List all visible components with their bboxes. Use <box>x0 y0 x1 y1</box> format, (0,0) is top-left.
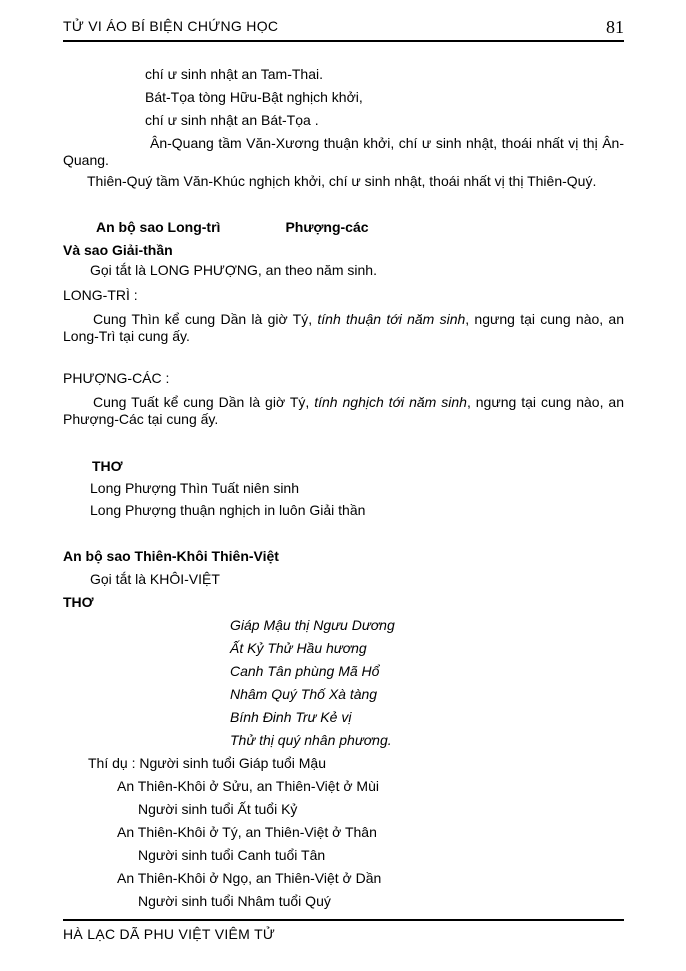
verse-line: Bát-Tọa tòng Hữu-Bật nghịch khởi, <box>145 89 363 105</box>
opening-verse-block <box>145 66 624 129</box>
page-footer <box>63 919 624 942</box>
rule-text: , ngưng tại cung nào, an Long-Trì tại cung ấy. <box>63 311 624 344</box>
page-number: 81 <box>606 17 624 37</box>
heading-line: Và sao Giải-thần <box>63 242 173 258</box>
tho-label-long-phuong: THƠ <box>92 458 123 474</box>
tho-line: Long Phượng Thìn Tuất niên sinh <box>90 480 299 496</box>
rule-italic-text: tính thuận tới năm sinh <box>317 311 466 327</box>
rule-text: Cung Thìn kể cung Dần là giờ Tý, <box>93 311 318 327</box>
phuong-cac-rule-paragraph <box>63 394 624 427</box>
long-phuong-summary: Gọi tắt là LONG PHƯỢNG, an theo năm sinh. <box>90 262 377 278</box>
tho-line: Thử thị quý nhân phương. <box>230 732 392 748</box>
tho-long-phuong-block <box>90 480 624 519</box>
tho-line: Giáp Mậu thị Ngưu Dương <box>230 617 395 633</box>
example-line: An Thiên-Khôi ở Ngọ, an Thiên-Việt ở Dần <box>117 870 382 886</box>
footer-text: HÀ LẠC DÃ PHU VIỆT VIÊM TỬ <box>63 926 276 942</box>
example-intro-line: Thí dụ : Người sinh tuổi Giáp tuổi Mậu <box>88 755 326 771</box>
tho-line: Ất Kỷ Thử Hầu hương <box>230 640 367 656</box>
example-line: An Thiên-Khôi ở Tý, an Thiên-Việt ở Thân <box>117 824 377 840</box>
examples-block <box>63 755 624 910</box>
tho-label-khoi-viet: THƠ <box>63 594 94 610</box>
paragraph-thien-quy: Thiên-Quý tầm Văn-Khúc nghịch khởi, chí ư sinh nhật, thoái nhất vị thị Thiên-Quý. <box>87 173 597 189</box>
tho-khoi-viet-block <box>230 617 624 749</box>
rule-text: Cung Tuất kể cung Dần là giờ Tý, <box>93 394 315 410</box>
rule-italic-text: tính nghịch tới năm sinh <box>314 394 467 410</box>
paragraph-an-quang: Ân-Quang tầm Văn-Xương thuận khởi, chí ư sinh nhật, thoái nhất vị thị Ân-Quang. <box>63 135 624 168</box>
verse-line: chí ư sinh nhật an Tam-Thai. <box>145 66 323 82</box>
running-header-title: TỬ VI ÁO BÍ BIỆN CHỨNG HỌC <box>63 18 279 34</box>
section-heading-long-phuong <box>63 219 624 259</box>
tho-line: Canh Tân phùng Mã Hổ <box>230 663 380 679</box>
phuong-cac-label: PHƯỢNG-CÁC : <box>63 370 170 386</box>
long-tri-rule-paragraph <box>63 311 624 344</box>
tho-line: Bính Đinh Trư Kẻ vị <box>230 709 352 725</box>
tho-line: Long Phượng thuận nghịch in luôn Giải thần <box>90 502 366 518</box>
section-heading-khoi-viet: An bộ sao Thiên-Khôi Thiên-Việt <box>63 548 279 564</box>
example-line: An Thiên-Khôi ở Sửu, an Thiên-Việt ở Mùi <box>117 778 379 794</box>
heading-line <box>96 219 624 236</box>
heading-part-long-tri: An bộ sao Long-trì <box>96 219 221 235</box>
page-body <box>63 66 624 910</box>
heading-part-phuong-cac: Phượng-các <box>285 219 369 235</box>
rule-text: , ngưng tại cung nào, an Phượng-Các tại cung ấy. <box>63 394 624 427</box>
khoi-viet-summary: Gọi tắt là KHÔI-VIỆT <box>90 571 220 587</box>
example-line: Người sinh tuổi Ất tuổi Kỷ <box>138 801 298 817</box>
example-line: Người sinh tuổi Canh tuổi Tân <box>138 847 326 863</box>
tho-line: Nhâm Quý Thố Xà tàng <box>230 686 378 702</box>
verse-line: chí ư sinh nhật an Bát-Tọa . <box>145 112 319 128</box>
long-tri-label: LONG-TRÌ : <box>63 287 138 303</box>
page-header <box>63 16 624 42</box>
example-line: Người sinh tuổi Nhâm tuổi Quý <box>138 893 331 909</box>
